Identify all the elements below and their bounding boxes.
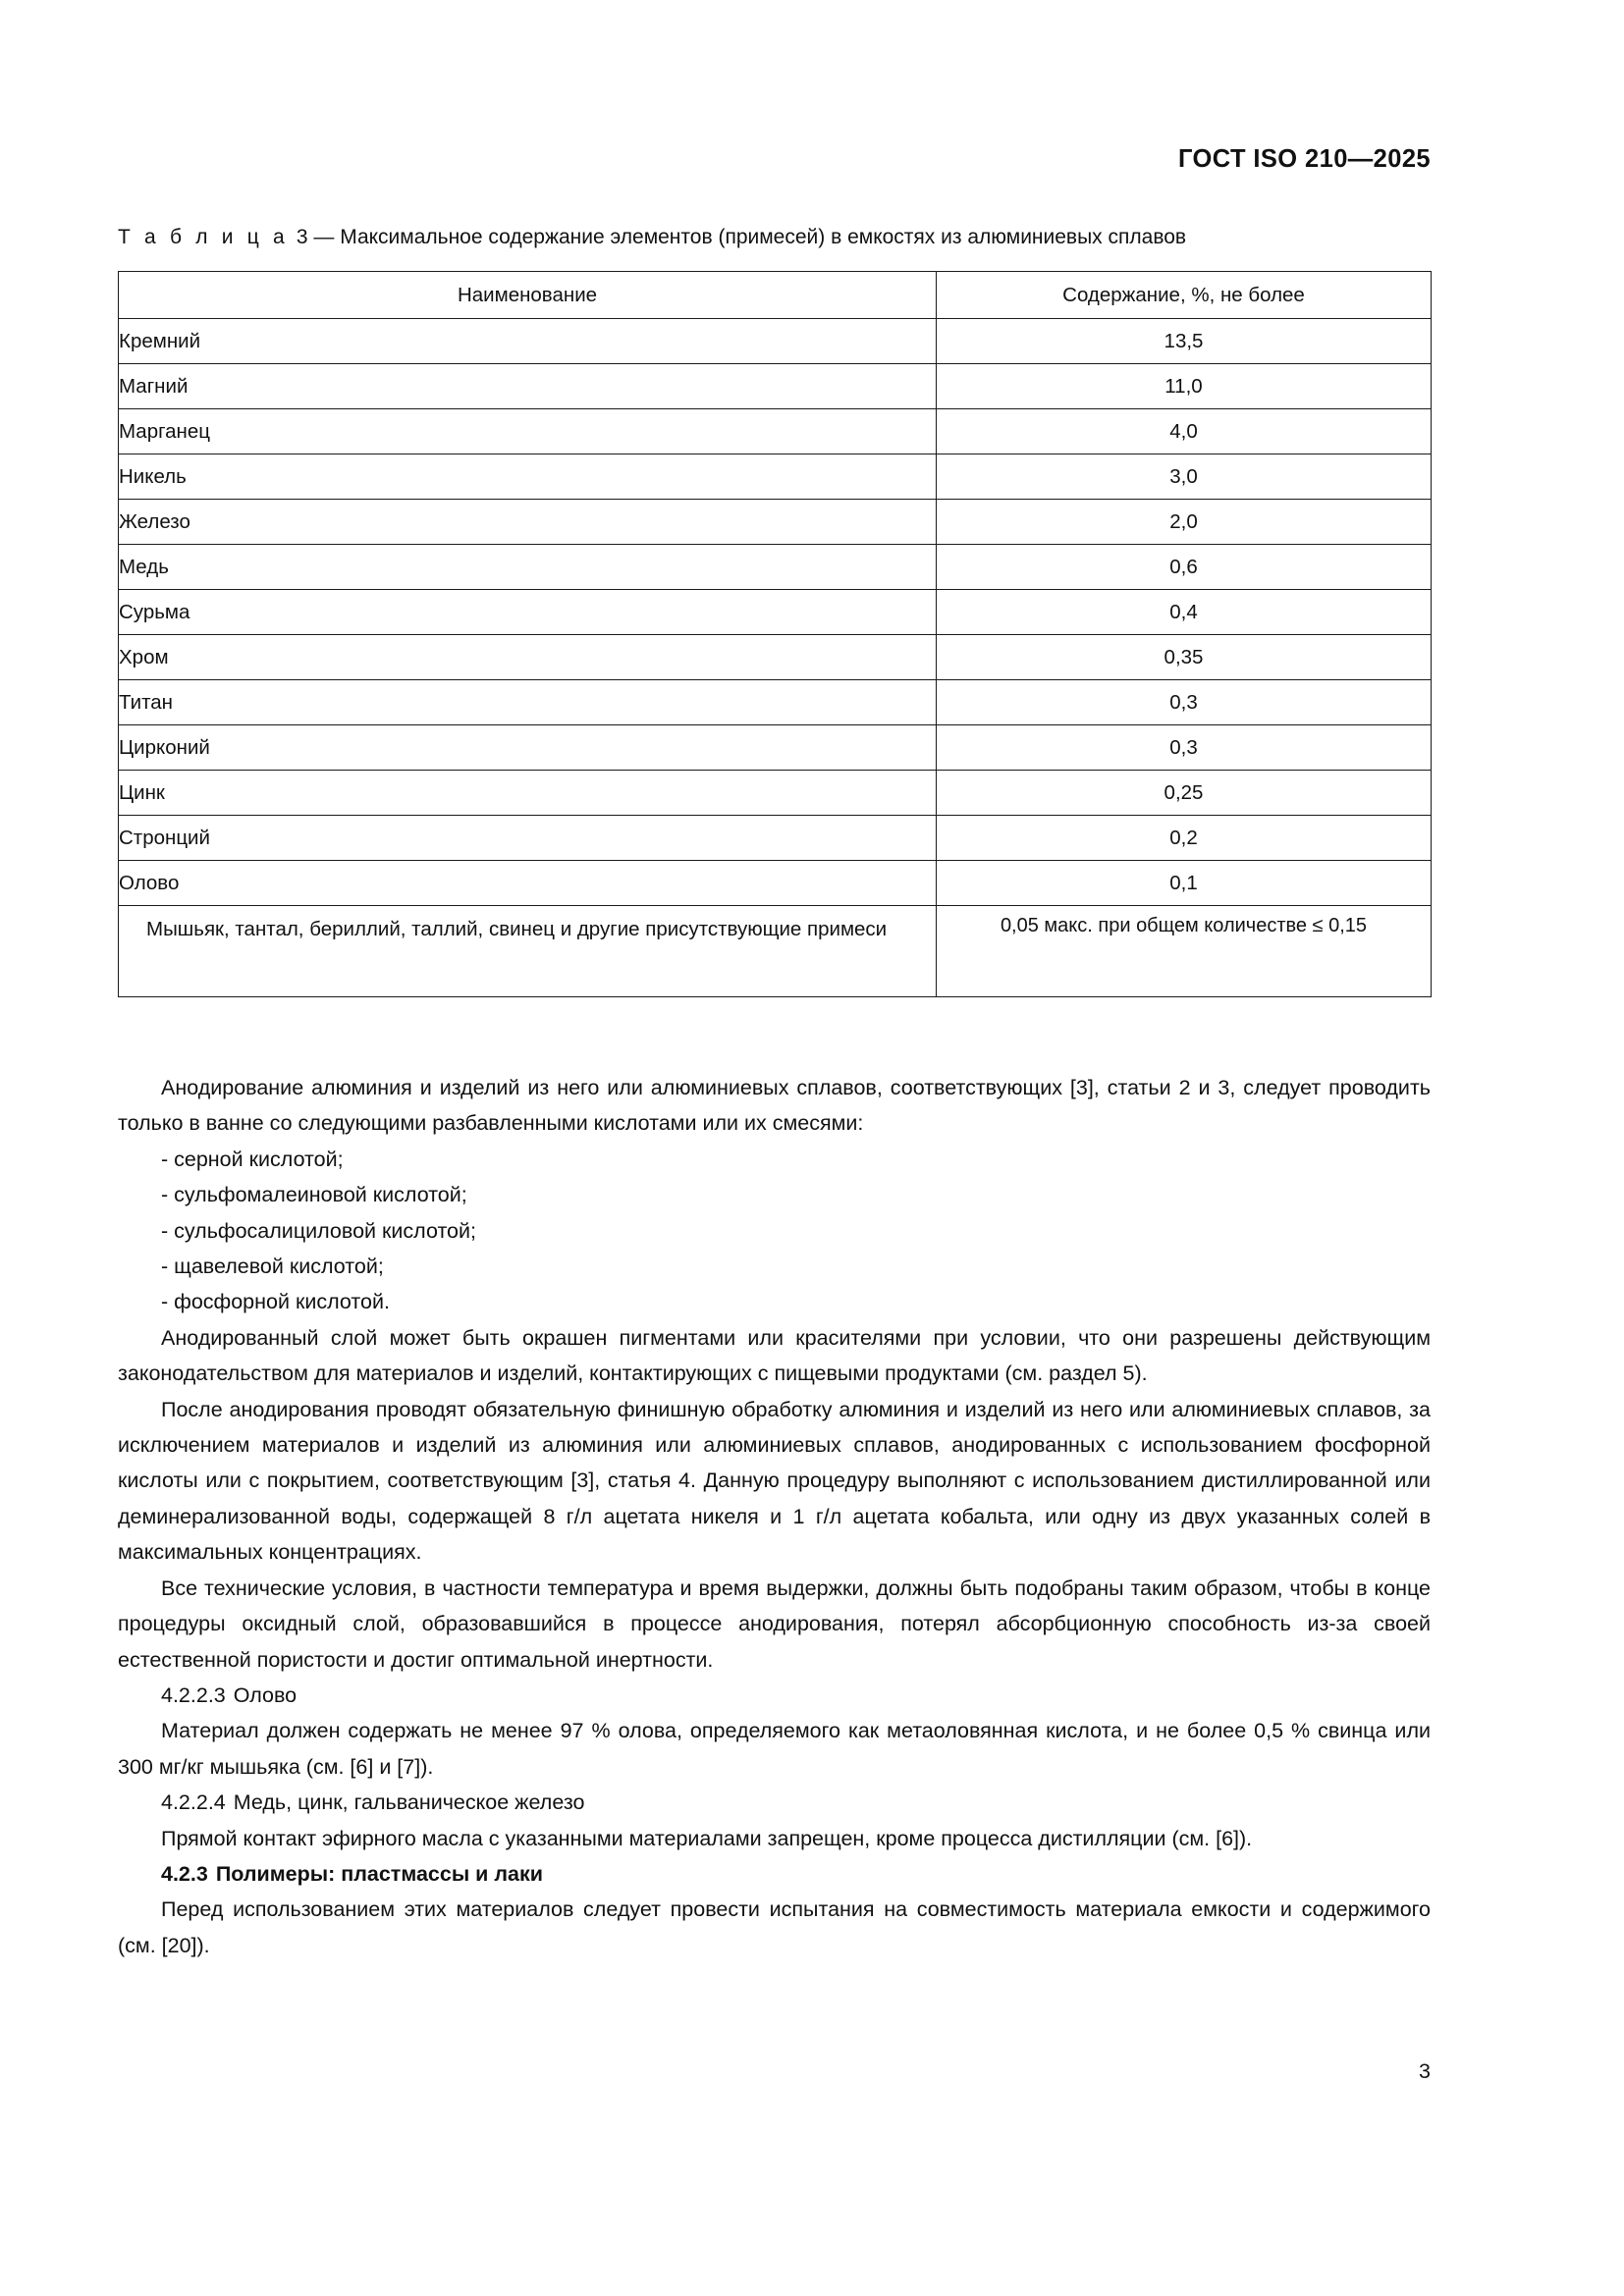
cell-element-value: 0,2 <box>937 816 1432 861</box>
heading-title: Медь, цинк, гальваническое железо <box>233 1790 585 1815</box>
table-row <box>119 680 1432 725</box>
heading-number: 4.2.3 <box>161 1861 208 1886</box>
cell-element-name: Магний <box>119 364 937 409</box>
cell-element-name: Титан <box>119 680 937 725</box>
table-caption-text: — Максимальное содержание элементов (примесей) в емкостях из алюминиевых сплавов <box>313 226 1187 248</box>
heading-title: Полимеры: пластмассы и лаки <box>215 1861 543 1886</box>
paragraph-finishing: После анодирования проводят обязательную финишную обработку алюминия и изделий из него или алюминиевых сплавов, за исключением материалов и изделий из алюминия или алюминиевых сплавов, анодированных с использованием фосфорной кислоты или с покрытием, соответствующим [3], статья 4. Данную процедуру выполняют с использованием дистиллированной или деминерализованной воды, содержащей 8 г/л ацетата никеля и 1 г/л ацетата кобальта, или одну из двух указанных солей в максимальных концентрациях. <box>118 1397 1431 1565</box>
cell-element-name: Мышьяк, тантал, бериллий, таллий, свинец и другие присутствующие примеси <box>119 906 937 997</box>
table-row <box>119 500 1432 545</box>
table-header <box>119 272 1432 319</box>
cell-element-value: 11,0 <box>937 364 1432 409</box>
table-row <box>119 771 1432 816</box>
cell-element-name: Цирконий <box>119 725 937 771</box>
cell-element-value: 13,5 <box>937 319 1432 364</box>
cell-element-name: Цинк <box>119 771 937 816</box>
heading-title: Олово <box>233 1682 298 1707</box>
cell-element-name: Никель <box>119 454 937 500</box>
cell-element-value: 0,1 <box>937 861 1432 906</box>
cell-element-value: 0,35 <box>937 635 1432 680</box>
table-body <box>119 319 1432 997</box>
cell-element-name: Железо <box>119 500 937 545</box>
table-row <box>119 861 1432 906</box>
table-header-row <box>119 272 1432 319</box>
cell-element-value: 0,3 <box>937 725 1432 771</box>
paragraph-anodizing: Анодирование алюминия и изделий из него или алюминиевых сплавов, соответствующих [3], статьи 2 и 3, следует проводить только в ванне со следующими разбавленными кислотами или их смесями: <box>118 1076 1431 1136</box>
table-row <box>119 364 1432 409</box>
table-row <box>119 590 1432 635</box>
bullet-sulfomaleic-acid: - сульфомалеиновой кислотой; <box>161 1183 467 1207</box>
table-row <box>119 409 1432 454</box>
table-row <box>119 545 1432 590</box>
cell-element-value: 3,0 <box>937 454 1432 500</box>
cell-element-name: Кремний <box>119 319 937 364</box>
table-row <box>119 319 1432 364</box>
table-row <box>119 725 1432 771</box>
bullet-sulfuric-acid: - серной кислотой; <box>161 1147 344 1171</box>
cell-element-name: Сурьма <box>119 590 937 635</box>
column-header-value: Содержание, %, не более <box>937 272 1432 319</box>
page-number: 3 <box>1419 2059 1431 2083</box>
cell-element-value: 0,4 <box>937 590 1432 635</box>
cell-element-name: Медь <box>119 545 937 590</box>
document-standard-header: ГОСТ ISO 210—2025 <box>1178 145 1431 173</box>
table-caption <box>118 224 1434 250</box>
cell-element-value: 2,0 <box>937 500 1432 545</box>
bullet-oxalic-acid: - щавелевой кислотой; <box>161 1255 384 1279</box>
table-row <box>119 816 1432 861</box>
cell-element-name: Олово <box>119 861 937 906</box>
table-row <box>119 454 1432 500</box>
cell-element-name: Хром <box>119 635 937 680</box>
cell-element-name: Марганец <box>119 409 937 454</box>
heading-4-2-2-4 <box>118 1785 1431 1820</box>
cell-element-value: 0,05 макс. при общем количестве ≤ 0,15 <box>937 906 1432 997</box>
document-body <box>118 1070 1431 1963</box>
paragraph-tin: Материал должен содержать не менее 97 % олова, определяемого как метаоловянная кислота, и не более 0,5 % свинца или 300 мг/кг мышьяка (см. [6] и [7]). <box>118 1719 1431 1779</box>
cell-element-value: 4,0 <box>937 409 1432 454</box>
table-caption-label: Т а б л и ц а <box>118 226 289 248</box>
cell-element-name: Стронций <box>119 816 937 861</box>
heading-4-2-3 <box>118 1856 1431 1892</box>
cell-element-value: 0,6 <box>937 545 1432 590</box>
paragraph-pigments: Анодированный слой может быть окрашен пигментами или красителями при условии, что они разрешены действующим законодательством для материалов и изделий, контактирующих с пищевыми продуктами (см. раздел 5). <box>118 1325 1431 1386</box>
column-header-name: Наименование <box>119 272 937 319</box>
paragraph-polymers: Перед использованием этих материалов следует провести испытания на совместимость материала емкости и содержимого (см. [20]). <box>118 1897 1431 1957</box>
table-caption-number: 3 <box>296 226 308 248</box>
heading-number: 4.2.2.3 <box>161 1682 226 1707</box>
paragraph-conditions: Все технические условия, в частности температура и время выдержки, должны быть подобраны таким образом, чтобы в конце процедуры оксидный слой, образовавшийся в процессе анодирования, потерял абсорбционную способность из-за своей естественной пористости и достиг оптимальной инертности. <box>118 1575 1431 1672</box>
table-row <box>119 635 1432 680</box>
cell-element-value: 0,3 <box>937 680 1432 725</box>
heading-number: 4.2.2.4 <box>161 1790 226 1815</box>
paragraph-direct-contact: Прямой контакт эфирного масла с указанными материалами запрещен, кроме процесса дистилляции (см. [6]). <box>161 1826 1253 1850</box>
cell-element-value: 0,25 <box>937 771 1432 816</box>
impurity-limits-table <box>118 271 1432 997</box>
heading-4-2-2-3 <box>118 1678 1431 1713</box>
bullet-sulfosalicylic-acid: - сульфосалициловой кислотой; <box>161 1218 476 1243</box>
table-row <box>119 906 1432 997</box>
bullet-phosphoric-acid: - фосфорной кислотой. <box>161 1290 390 1314</box>
